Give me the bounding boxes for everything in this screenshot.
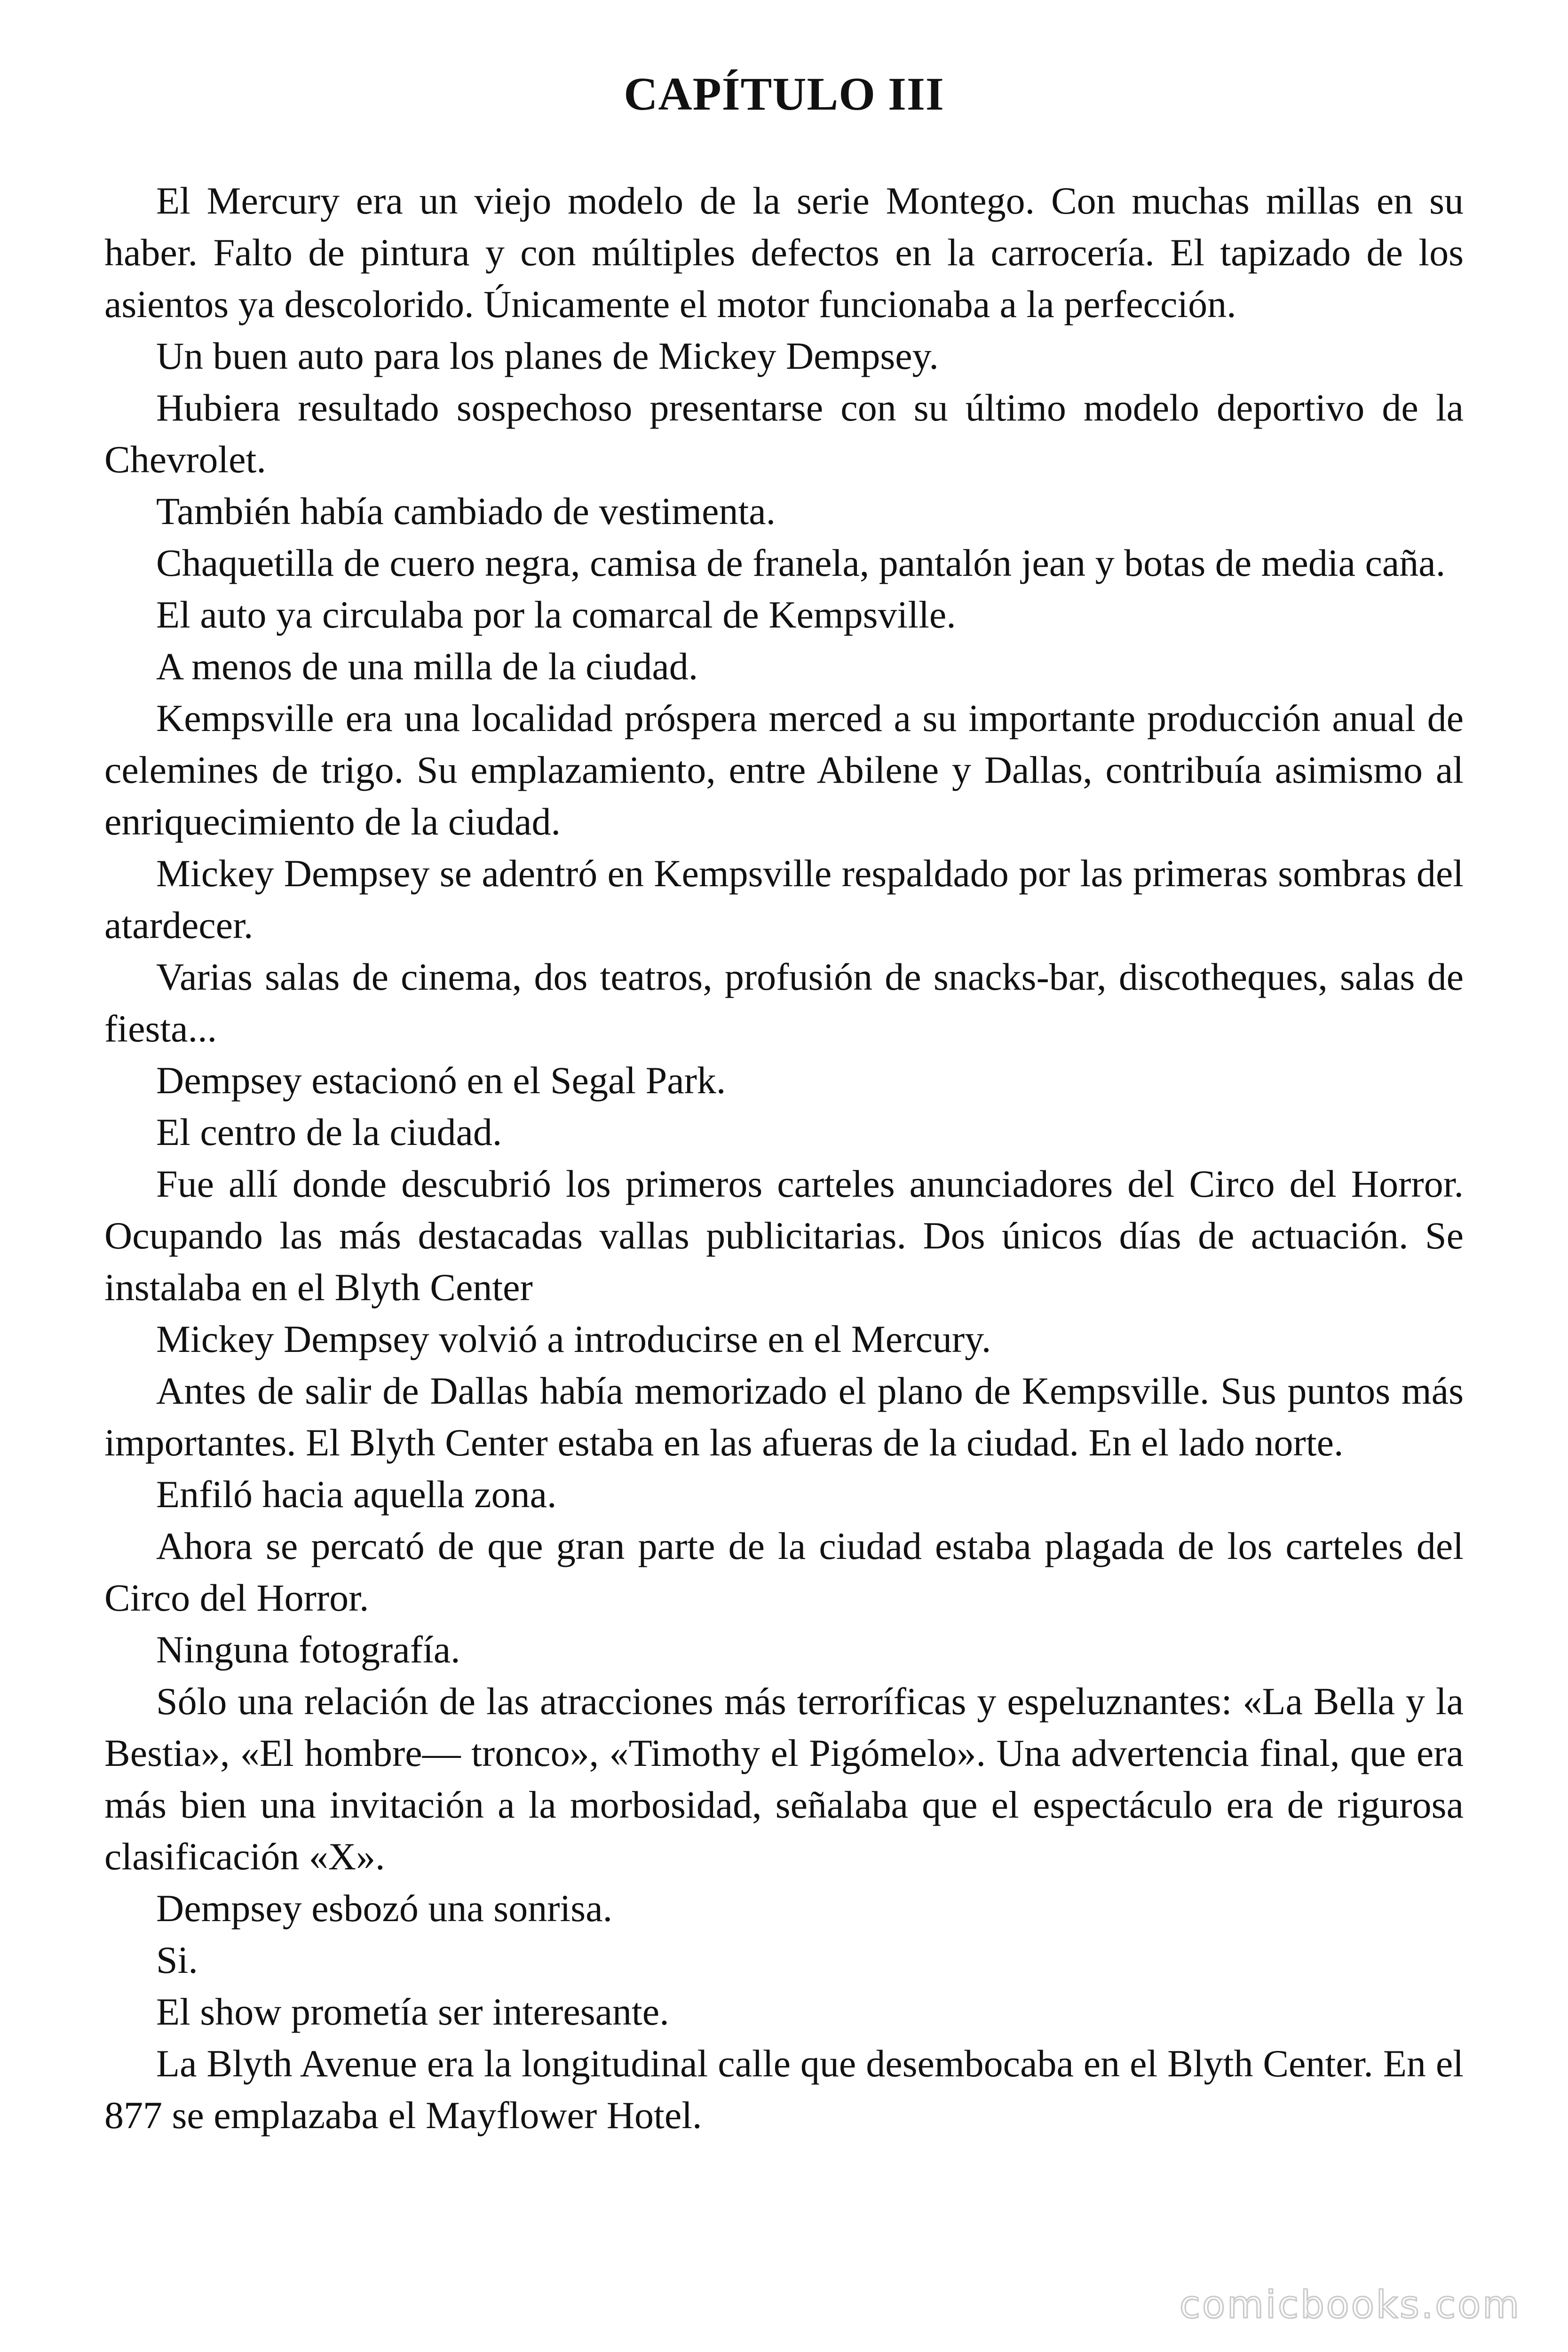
paragraph: Dempsey estacionó en el Segal Park.	[156, 1059, 726, 1102]
paragraph: Kempsville era una localidad próspera merced a su importante producción anual de celemines de trigo. Su emplazamiento, entre Abilene y Dallas, contribuía asimismo al enriquecimiento de la ciudad.	[104, 697, 1464, 843]
paragraph: Ninguna fotografía.	[156, 1628, 460, 1671]
chapter-body	[104, 175, 1464, 2141]
paragraph: Mickey Dempsey se adentró en Kempsville respaldado por las primeras sombras del atardecer.	[104, 852, 1464, 946]
paragraph: La Blyth Avenue era la longitudinal calle que desembocaba en el Blyth Center. En el 877 se emplazaba el Mayflower Hotel.	[104, 2042, 1464, 2137]
paragraph: Hubiera resultado sospechoso presentarse con su último modelo deportivo de la Chevrolet.	[104, 386, 1464, 481]
paragraph: A menos de una milla de la ciudad.	[156, 645, 698, 688]
watermark: comicbooks.com	[1179, 2283, 1521, 2327]
paragraph: Mickey Dempsey volvió a introducirse en el Mercury.	[156, 1318, 991, 1360]
paragraph: Enfiló hacia aquella zona.	[156, 1473, 557, 1516]
paragraph: El show prometía ser interesante.	[156, 1990, 669, 2033]
paragraph: Chaquetilla de cuero negra, camisa de franela, pantalón jean y botas de media caña.	[156, 541, 1446, 584]
paragraph: Dempsey esbozó una sonrisa.	[156, 1887, 613, 1930]
paragraph: El centro de la ciudad.	[156, 1111, 502, 1153]
paragraph: Fue allí donde descubrió los primeros carteles anunciadores del Circo del Horror. Ocupando las más destacadas vallas publicitarias. Dos únicos días de actuación. Se instalaba en el Blyth Center	[104, 1162, 1464, 1309]
paragraph: El auto ya circulaba por la comarcal de Kempsville.	[156, 593, 956, 636]
paragraph: Sólo una relación de las atracciones más terroríficas y espeluznantes: «La Bella y la Bestia», «El hombre— tronco», «Timothy el Pigómelo». Una advertencia final, que era más bien una invitación a la morbosidad, señalaba que el espectáculo era de rigurosa clasificación «X».	[104, 1680, 1464, 1878]
paragraph: Varias salas de cinema, dos teatros, profusión de snacks-bar, discotheques, salas de fiesta...	[104, 955, 1464, 1050]
paragraph: Ahora se percató de que gran parte de la ciudad estaba plagada de los carteles del Circo del Horror.	[104, 1525, 1464, 1619]
paragraph: El Mercury era un viejo modelo de la serie Montego. Con muchas millas en su haber. Falto de pintura y con múltiples defectos en la carrocería. El tapizado de los asientos ya descolorido. Únicamente el motor funcionaba a la perfección.	[104, 179, 1464, 326]
paragraph: Si.	[156, 1939, 198, 1981]
paragraph: Antes de salir de Dallas había memorizado el plano de Kempsville. Sus puntos más importantes. El Blyth Center estaba en las afueras de la ciudad. En el lado norte.	[104, 1369, 1464, 1464]
paragraph: También había cambiado de vestimenta.	[156, 490, 776, 532]
paragraph: Un buen auto para los planes de Mickey Dempsey.	[156, 334, 939, 377]
chapter-title: CAPÍTULO III	[624, 68, 944, 120]
